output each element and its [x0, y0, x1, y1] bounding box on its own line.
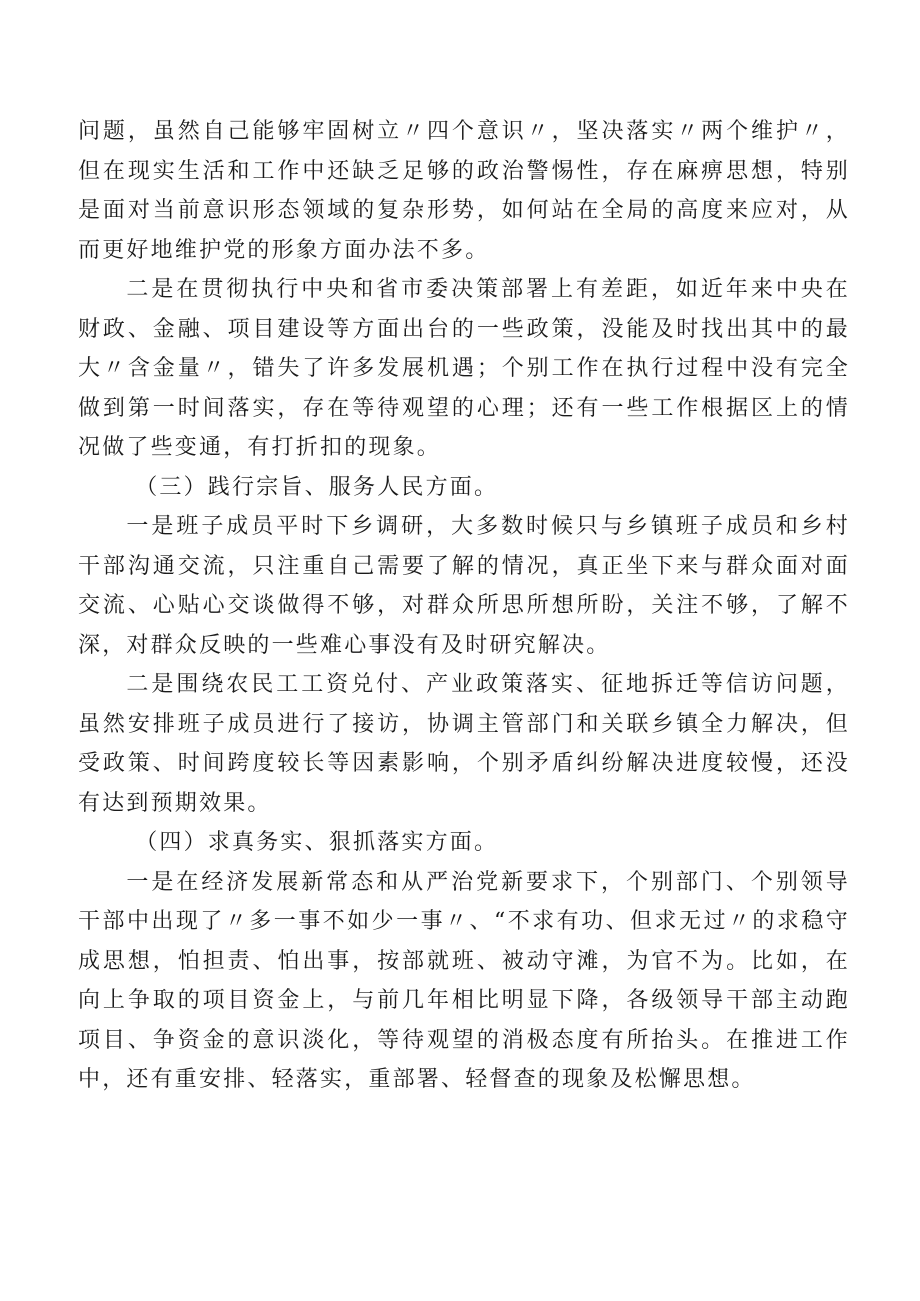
section-heading-practical-work: （四）求真务实、狠抓落实方面。 [135, 830, 499, 855]
paragraph-policy-implementation: 二是在贯彻执行中央和省市委决策部署上有差距，如近年来中央在财政、金融、项目建设等方面出台的一些政策，没能及时找出其中的最大〃含金量〃，错失了许多发展机遇；个别工作在执行过程中没有完全做到第一时间落实，存在等待观望的心理；还有一些工作根据区上的情况做了些变通，有打折扣的现象。 [78, 277, 850, 460]
paragraph-political-awareness: 问题，虽然自己能够牢固树立〃四个意识〃，坚决落实〃两个维护〃，但在现实生活和工作中还缺乏足够的政治警惕性，存在麻痹思想，特别是面对当前意识形态领域的复杂形势，如何站在全局的高度来应对，从而更好地维护党的形象方面办法不多。 [78, 119, 850, 263]
document-body [78, 112, 850, 1100]
paragraph-new-normal: 一是在经济发展新常态和从严治党新要求下，个别部门、个别领导干部中出现了〃多一事不如少一事〃、“不求有功、但求无过〃的求稳守成思想，怕担责、怕出事，按部就班、被动守滩，为官不为。比如，在向上争取的项目资金上，与前几年相比明显下降，各级领导干部主动跑项目、争资金的意识淡化，等待观望的消极态度有所抬头。在推进工作中，还有重安排、轻落实，重部署、轻督查的现象及松懈思想。 [78, 869, 850, 1092]
paragraph-petition-issues: 二是围绕农民工工资兑付、产业政策落实、征地拆迁等信访问题，虽然安排班子成员进行了接访，协调主管部门和关联乡镇全力解决，但受政策、时间跨度较长等因素影响，个别矛盾纠纷解决进度较慢，还没有达到预期效果。 [78, 672, 850, 816]
section-heading-serve-people: （三）践行宗旨、服务人民方面。 [135, 474, 499, 500]
paragraph-grassroots-research: 一是班子成员平时下乡调研，大多数时候只与乡镇班子成员和乡村干部沟通交流，只注重自己需要了解的情况，真正坐下来与群众面对面交流、心贴心交谈做得不够，对群众所思所想所盼，关注不够，了解不深，对群众反映的一些难心事没有及时研究解决。 [78, 514, 850, 658]
